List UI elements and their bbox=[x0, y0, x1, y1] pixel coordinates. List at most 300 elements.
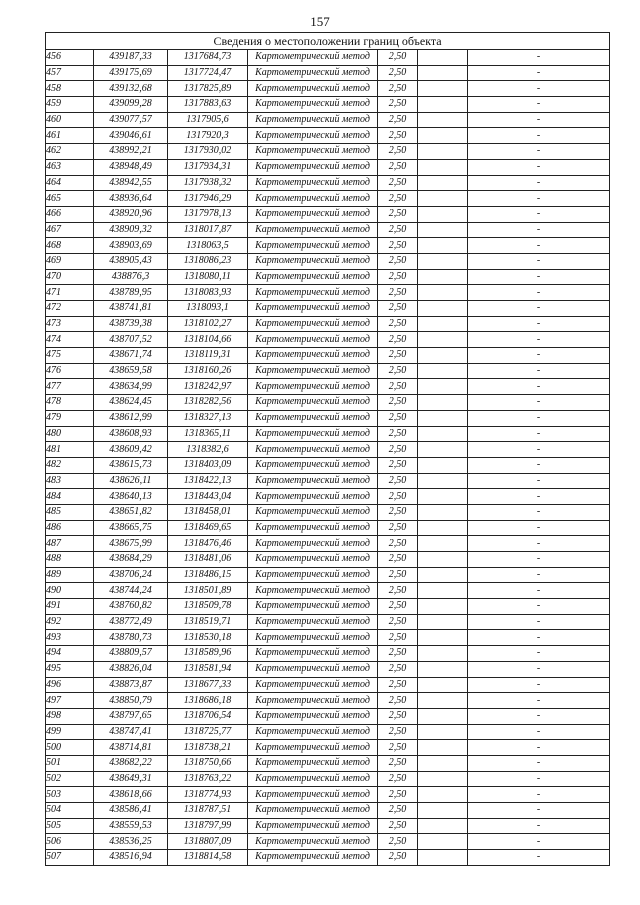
accuracy-cell: 2,50 bbox=[378, 630, 418, 646]
method-cell: Картометрический метод bbox=[248, 724, 378, 740]
description-cell: - bbox=[468, 536, 610, 552]
point-number-cell: 471 bbox=[46, 285, 94, 301]
y-coordinate-cell: 1318481,06 bbox=[168, 552, 248, 568]
table-row bbox=[46, 269, 610, 285]
x-coordinate-cell: 439132,68 bbox=[94, 81, 168, 97]
extra-cell bbox=[418, 50, 468, 66]
table-row bbox=[46, 332, 610, 348]
y-coordinate-cell: 1318519,71 bbox=[168, 614, 248, 630]
accuracy-cell: 2,50 bbox=[378, 144, 418, 160]
extra-cell bbox=[418, 834, 468, 850]
point-number-cell: 479 bbox=[46, 410, 94, 426]
description-cell: - bbox=[468, 803, 610, 819]
description-cell: - bbox=[468, 646, 610, 662]
point-number-cell: 476 bbox=[46, 363, 94, 379]
table-row bbox=[46, 206, 610, 222]
table-row bbox=[46, 536, 610, 552]
method-cell: Картометрический метод bbox=[248, 614, 378, 630]
table-row bbox=[46, 253, 610, 269]
extra-cell bbox=[418, 583, 468, 599]
y-coordinate-cell: 1318725,77 bbox=[168, 724, 248, 740]
accuracy-cell: 2,50 bbox=[378, 520, 418, 536]
description-cell: - bbox=[468, 473, 610, 489]
extra-cell bbox=[418, 128, 468, 144]
method-cell: Картометрический метод bbox=[248, 693, 378, 709]
description-cell: - bbox=[468, 426, 610, 442]
method-cell: Картометрический метод bbox=[248, 567, 378, 583]
x-coordinate-cell: 438747,41 bbox=[94, 724, 168, 740]
method-cell: Картометрический метод bbox=[248, 332, 378, 348]
x-coordinate-cell: 439077,57 bbox=[94, 112, 168, 128]
table-row bbox=[46, 693, 610, 709]
x-coordinate-cell: 438634,99 bbox=[94, 379, 168, 395]
accuracy-cell: 2,50 bbox=[378, 379, 418, 395]
point-number-cell: 494 bbox=[46, 646, 94, 662]
description-cell: - bbox=[468, 238, 610, 254]
description-cell: - bbox=[468, 771, 610, 787]
point-number-cell: 486 bbox=[46, 520, 94, 536]
point-number-cell: 472 bbox=[46, 301, 94, 317]
table-row bbox=[46, 661, 610, 677]
method-cell: Картометрический метод bbox=[248, 81, 378, 97]
y-coordinate-cell: 1318686,18 bbox=[168, 693, 248, 709]
description-cell: - bbox=[468, 724, 610, 740]
y-coordinate-cell: 1318486,15 bbox=[168, 567, 248, 583]
point-number-cell: 487 bbox=[46, 536, 94, 552]
y-coordinate-cell: 1318403,09 bbox=[168, 457, 248, 473]
y-coordinate-cell: 1318017,87 bbox=[168, 222, 248, 238]
table-row bbox=[46, 818, 610, 834]
description-cell: - bbox=[468, 567, 610, 583]
table-row bbox=[46, 159, 610, 175]
method-cell: Картометрический метод bbox=[248, 583, 378, 599]
table-row bbox=[46, 238, 610, 254]
accuracy-cell: 2,50 bbox=[378, 206, 418, 222]
description-cell: - bbox=[468, 708, 610, 724]
table-row bbox=[46, 348, 610, 364]
y-coordinate-cell: 1318750,66 bbox=[168, 755, 248, 771]
y-coordinate-cell: 1318476,46 bbox=[168, 536, 248, 552]
description-cell: - bbox=[468, 159, 610, 175]
table-row bbox=[46, 363, 610, 379]
method-cell: Картометрический метод bbox=[248, 426, 378, 442]
accuracy-cell: 2,50 bbox=[378, 850, 418, 866]
table-row bbox=[46, 755, 610, 771]
method-cell: Картометрический метод bbox=[248, 803, 378, 819]
extra-cell bbox=[418, 253, 468, 269]
point-number-cell: 464 bbox=[46, 175, 94, 191]
x-coordinate-cell: 438536,25 bbox=[94, 834, 168, 850]
accuracy-cell: 2,50 bbox=[378, 473, 418, 489]
table-row bbox=[46, 301, 610, 317]
point-number-cell: 485 bbox=[46, 504, 94, 520]
extra-cell bbox=[418, 646, 468, 662]
table-row bbox=[46, 489, 610, 505]
extra-cell bbox=[418, 567, 468, 583]
description-cell: - bbox=[468, 834, 610, 850]
y-coordinate-cell: 1317905,6 bbox=[168, 112, 248, 128]
method-cell: Картометрический метод bbox=[248, 489, 378, 505]
description-cell: - bbox=[468, 489, 610, 505]
x-coordinate-cell: 438948,49 bbox=[94, 159, 168, 175]
point-number-cell: 473 bbox=[46, 316, 94, 332]
accuracy-cell: 2,50 bbox=[378, 489, 418, 505]
y-coordinate-cell: 1318797,99 bbox=[168, 818, 248, 834]
description-cell: - bbox=[468, 457, 610, 473]
point-number-cell: 496 bbox=[46, 677, 94, 693]
point-number-cell: 459 bbox=[46, 97, 94, 113]
y-coordinate-cell: 1317934,31 bbox=[168, 159, 248, 175]
accuracy-cell: 2,50 bbox=[378, 693, 418, 709]
extra-cell bbox=[418, 661, 468, 677]
extra-cell bbox=[418, 285, 468, 301]
y-coordinate-cell: 1318104,66 bbox=[168, 332, 248, 348]
extra-cell bbox=[418, 803, 468, 819]
extra-cell bbox=[418, 159, 468, 175]
point-number-cell: 481 bbox=[46, 442, 94, 458]
point-number-cell: 488 bbox=[46, 552, 94, 568]
y-coordinate-cell: 1317825,89 bbox=[168, 81, 248, 97]
point-number-cell: 470 bbox=[46, 269, 94, 285]
accuracy-cell: 2,50 bbox=[378, 159, 418, 175]
method-cell: Картометрический метод bbox=[248, 755, 378, 771]
x-coordinate-cell: 438714,81 bbox=[94, 740, 168, 756]
method-cell: Картометрический метод bbox=[248, 457, 378, 473]
extra-cell bbox=[418, 536, 468, 552]
accuracy-cell: 2,50 bbox=[378, 50, 418, 66]
method-cell: Картометрический метод bbox=[248, 253, 378, 269]
accuracy-cell: 2,50 bbox=[378, 834, 418, 850]
table-row bbox=[46, 803, 610, 819]
extra-cell bbox=[418, 175, 468, 191]
x-coordinate-cell: 438609,42 bbox=[94, 442, 168, 458]
method-cell: Картометрический метод bbox=[248, 175, 378, 191]
description-cell: - bbox=[468, 740, 610, 756]
method-cell: Картометрический метод bbox=[248, 520, 378, 536]
x-coordinate-cell: 438992,21 bbox=[94, 144, 168, 160]
description-cell: - bbox=[468, 332, 610, 348]
method-cell: Картометрический метод bbox=[248, 442, 378, 458]
point-number-cell: 497 bbox=[46, 693, 94, 709]
table-row bbox=[46, 599, 610, 615]
accuracy-cell: 2,50 bbox=[378, 614, 418, 630]
table-row bbox=[46, 50, 610, 66]
extra-cell bbox=[418, 395, 468, 411]
x-coordinate-cell: 438707,52 bbox=[94, 332, 168, 348]
method-cell: Картометрический метод bbox=[248, 301, 378, 317]
point-number-cell: 501 bbox=[46, 755, 94, 771]
table-row bbox=[46, 442, 610, 458]
method-cell: Картометрический метод bbox=[248, 159, 378, 175]
method-cell: Картометрический метод bbox=[248, 363, 378, 379]
description-cell: - bbox=[468, 81, 610, 97]
method-cell: Картометрический метод bbox=[248, 599, 378, 615]
x-coordinate-cell: 438559,53 bbox=[94, 818, 168, 834]
extra-cell bbox=[418, 740, 468, 756]
y-coordinate-cell: 1318327,13 bbox=[168, 410, 248, 426]
description-cell: - bbox=[468, 442, 610, 458]
extra-cell bbox=[418, 363, 468, 379]
accuracy-cell: 2,50 bbox=[378, 457, 418, 473]
x-coordinate-cell: 438826,04 bbox=[94, 661, 168, 677]
x-coordinate-cell: 438772,49 bbox=[94, 614, 168, 630]
point-number-cell: 482 bbox=[46, 457, 94, 473]
x-coordinate-cell: 438905,43 bbox=[94, 253, 168, 269]
method-cell: Картометрический метод bbox=[248, 771, 378, 787]
description-cell: - bbox=[468, 583, 610, 599]
table-row bbox=[46, 191, 610, 207]
table-row bbox=[46, 65, 610, 81]
x-coordinate-cell: 438618,66 bbox=[94, 787, 168, 803]
description-cell: - bbox=[468, 128, 610, 144]
description-cell: - bbox=[468, 661, 610, 677]
x-coordinate-cell: 438640,13 bbox=[94, 489, 168, 505]
extra-cell bbox=[418, 191, 468, 207]
point-number-cell: 506 bbox=[46, 834, 94, 850]
method-cell: Картометрический метод bbox=[248, 630, 378, 646]
page-number: 157 bbox=[310, 14, 330, 29]
y-coordinate-cell: 1317724,47 bbox=[168, 65, 248, 81]
extra-cell bbox=[418, 457, 468, 473]
point-number-cell: 466 bbox=[46, 206, 94, 222]
extra-cell bbox=[418, 504, 468, 520]
method-cell: Картометрический метод bbox=[248, 65, 378, 81]
extra-cell bbox=[418, 850, 468, 866]
extra-cell bbox=[418, 379, 468, 395]
table-row bbox=[46, 97, 610, 113]
x-coordinate-cell: 438850,79 bbox=[94, 693, 168, 709]
point-number-cell: 503 bbox=[46, 787, 94, 803]
method-cell: Картометрический метод bbox=[248, 379, 378, 395]
y-coordinate-cell: 1318443,04 bbox=[168, 489, 248, 505]
y-coordinate-cell: 1318382,6 bbox=[168, 442, 248, 458]
y-coordinate-cell: 1318365,11 bbox=[168, 426, 248, 442]
x-coordinate-cell: 438651,82 bbox=[94, 504, 168, 520]
description-cell: - bbox=[468, 301, 610, 317]
table-row bbox=[46, 144, 610, 160]
method-cell: Картометрический метод bbox=[248, 112, 378, 128]
accuracy-cell: 2,50 bbox=[378, 395, 418, 411]
x-coordinate-cell: 438612,99 bbox=[94, 410, 168, 426]
x-coordinate-cell: 438797,65 bbox=[94, 708, 168, 724]
accuracy-cell: 2,50 bbox=[378, 191, 418, 207]
x-coordinate-cell: 438516,94 bbox=[94, 850, 168, 866]
table-row bbox=[46, 520, 610, 536]
y-coordinate-cell: 1318763,22 bbox=[168, 771, 248, 787]
point-number-cell: 480 bbox=[46, 426, 94, 442]
table-row bbox=[46, 646, 610, 662]
table-row bbox=[46, 128, 610, 144]
y-coordinate-cell: 1318738,21 bbox=[168, 740, 248, 756]
description-cell: - bbox=[468, 285, 610, 301]
table-row bbox=[46, 850, 610, 866]
y-coordinate-cell: 1318706,54 bbox=[168, 708, 248, 724]
accuracy-cell: 2,50 bbox=[378, 348, 418, 364]
description-cell: - bbox=[468, 97, 610, 113]
y-coordinate-cell: 1318242,97 bbox=[168, 379, 248, 395]
accuracy-cell: 2,50 bbox=[378, 363, 418, 379]
x-coordinate-cell: 438760,82 bbox=[94, 599, 168, 615]
x-coordinate-cell: 438684,29 bbox=[94, 552, 168, 568]
x-coordinate-cell: 438671,74 bbox=[94, 348, 168, 364]
y-coordinate-cell: 1318677,33 bbox=[168, 677, 248, 693]
accuracy-cell: 2,50 bbox=[378, 787, 418, 803]
accuracy-cell: 2,50 bbox=[378, 301, 418, 317]
point-number-cell: 477 bbox=[46, 379, 94, 395]
point-number-cell: 460 bbox=[46, 112, 94, 128]
extra-cell bbox=[418, 316, 468, 332]
extra-cell bbox=[418, 755, 468, 771]
y-coordinate-cell: 1318086,23 bbox=[168, 253, 248, 269]
point-number-cell: 504 bbox=[46, 803, 94, 819]
x-coordinate-cell: 438665,75 bbox=[94, 520, 168, 536]
x-coordinate-cell: 438780,73 bbox=[94, 630, 168, 646]
point-number-cell: 458 bbox=[46, 81, 94, 97]
point-number-cell: 502 bbox=[46, 771, 94, 787]
x-coordinate-cell: 438909,32 bbox=[94, 222, 168, 238]
description-cell: - bbox=[468, 112, 610, 128]
point-number-cell: 499 bbox=[46, 724, 94, 740]
point-number-cell: 500 bbox=[46, 740, 94, 756]
point-number-cell: 461 bbox=[46, 128, 94, 144]
x-coordinate-cell: 438920,96 bbox=[94, 206, 168, 222]
table-row bbox=[46, 473, 610, 489]
accuracy-cell: 2,50 bbox=[378, 112, 418, 128]
accuracy-cell: 2,50 bbox=[378, 818, 418, 834]
method-cell: Картометрический метод bbox=[248, 787, 378, 803]
accuracy-cell: 2,50 bbox=[378, 740, 418, 756]
accuracy-cell: 2,50 bbox=[378, 128, 418, 144]
extra-cell bbox=[418, 442, 468, 458]
x-coordinate-cell: 438659,58 bbox=[94, 363, 168, 379]
table-row bbox=[46, 112, 610, 128]
description-cell: - bbox=[468, 379, 610, 395]
x-coordinate-cell: 439175,69 bbox=[94, 65, 168, 81]
accuracy-cell: 2,50 bbox=[378, 771, 418, 787]
y-coordinate-cell: 1318458,01 bbox=[168, 504, 248, 520]
description-cell: - bbox=[468, 253, 610, 269]
description-cell: - bbox=[468, 755, 610, 771]
y-coordinate-cell: 1318282,56 bbox=[168, 395, 248, 411]
x-coordinate-cell: 438739,38 bbox=[94, 316, 168, 332]
method-cell: Картометрический метод bbox=[248, 834, 378, 850]
y-coordinate-cell: 1318807,09 bbox=[168, 834, 248, 850]
method-cell: Картометрический метод bbox=[248, 238, 378, 254]
table-row bbox=[46, 316, 610, 332]
description-cell: - bbox=[468, 144, 610, 160]
extra-cell bbox=[418, 426, 468, 442]
accuracy-cell: 2,50 bbox=[378, 599, 418, 615]
y-coordinate-cell: 1317684,73 bbox=[168, 50, 248, 66]
extra-cell bbox=[418, 724, 468, 740]
y-coordinate-cell: 1318422,13 bbox=[168, 473, 248, 489]
method-cell: Картометрический метод bbox=[248, 536, 378, 552]
extra-cell bbox=[418, 348, 468, 364]
accuracy-cell: 2,50 bbox=[378, 724, 418, 740]
point-number-cell: 462 bbox=[46, 144, 94, 160]
table-row bbox=[46, 395, 610, 411]
point-number-cell: 493 bbox=[46, 630, 94, 646]
extra-cell bbox=[418, 552, 468, 568]
description-cell: - bbox=[468, 787, 610, 803]
table-row bbox=[46, 81, 610, 97]
description-cell: - bbox=[468, 410, 610, 426]
accuracy-cell: 2,50 bbox=[378, 661, 418, 677]
description-cell: - bbox=[468, 222, 610, 238]
accuracy-cell: 2,50 bbox=[378, 175, 418, 191]
point-number-cell: 489 bbox=[46, 567, 94, 583]
table-title-row bbox=[46, 33, 610, 50]
y-coordinate-cell: 1317883,63 bbox=[168, 97, 248, 113]
y-coordinate-cell: 1317978,13 bbox=[168, 206, 248, 222]
method-cell: Картометрический метод bbox=[248, 818, 378, 834]
point-number-cell: 484 bbox=[46, 489, 94, 505]
y-coordinate-cell: 1318093,1 bbox=[168, 301, 248, 317]
table-row bbox=[46, 285, 610, 301]
method-cell: Картометрический метод bbox=[248, 50, 378, 66]
accuracy-cell: 2,50 bbox=[378, 97, 418, 113]
accuracy-cell: 2,50 bbox=[378, 426, 418, 442]
extra-cell bbox=[418, 410, 468, 426]
extra-cell bbox=[418, 332, 468, 348]
x-coordinate-cell: 439046,61 bbox=[94, 128, 168, 144]
extra-cell bbox=[418, 238, 468, 254]
point-number-cell: 469 bbox=[46, 253, 94, 269]
table-row bbox=[46, 426, 610, 442]
accuracy-cell: 2,50 bbox=[378, 332, 418, 348]
x-coordinate-cell: 438873,87 bbox=[94, 677, 168, 693]
accuracy-cell: 2,50 bbox=[378, 646, 418, 662]
y-coordinate-cell: 1318083,93 bbox=[168, 285, 248, 301]
table-row bbox=[46, 222, 610, 238]
accuracy-cell: 2,50 bbox=[378, 708, 418, 724]
point-number-cell: 457 bbox=[46, 65, 94, 81]
extra-cell bbox=[418, 818, 468, 834]
point-number-cell: 478 bbox=[46, 395, 94, 411]
extra-cell bbox=[418, 97, 468, 113]
accuracy-cell: 2,50 bbox=[378, 755, 418, 771]
x-coordinate-cell: 438615,73 bbox=[94, 457, 168, 473]
y-coordinate-cell: 1317930,02 bbox=[168, 144, 248, 160]
y-coordinate-cell: 1318501,89 bbox=[168, 583, 248, 599]
description-cell: - bbox=[468, 206, 610, 222]
point-number-cell: 492 bbox=[46, 614, 94, 630]
extra-cell bbox=[418, 708, 468, 724]
method-cell: Картометрический метод bbox=[248, 191, 378, 207]
description-cell: - bbox=[468, 363, 610, 379]
table-row bbox=[46, 740, 610, 756]
method-cell: Картометрический метод bbox=[248, 144, 378, 160]
accuracy-cell: 2,50 bbox=[378, 410, 418, 426]
description-cell: - bbox=[468, 630, 610, 646]
table-row bbox=[46, 771, 610, 787]
accuracy-cell: 2,50 bbox=[378, 567, 418, 583]
description-cell: - bbox=[468, 65, 610, 81]
method-cell: Картометрический метод bbox=[248, 552, 378, 568]
description-cell: - bbox=[468, 504, 610, 520]
x-coordinate-cell: 438624,45 bbox=[94, 395, 168, 411]
extra-cell bbox=[418, 614, 468, 630]
point-number-cell: 456 bbox=[46, 50, 94, 66]
method-cell: Картометрический метод bbox=[248, 97, 378, 113]
extra-cell bbox=[418, 112, 468, 128]
description-cell: - bbox=[468, 175, 610, 191]
description-cell: - bbox=[468, 599, 610, 615]
table-row bbox=[46, 379, 610, 395]
x-coordinate-cell: 438789,95 bbox=[94, 285, 168, 301]
method-cell: Картометрический метод bbox=[248, 285, 378, 301]
point-number-cell: 507 bbox=[46, 850, 94, 866]
